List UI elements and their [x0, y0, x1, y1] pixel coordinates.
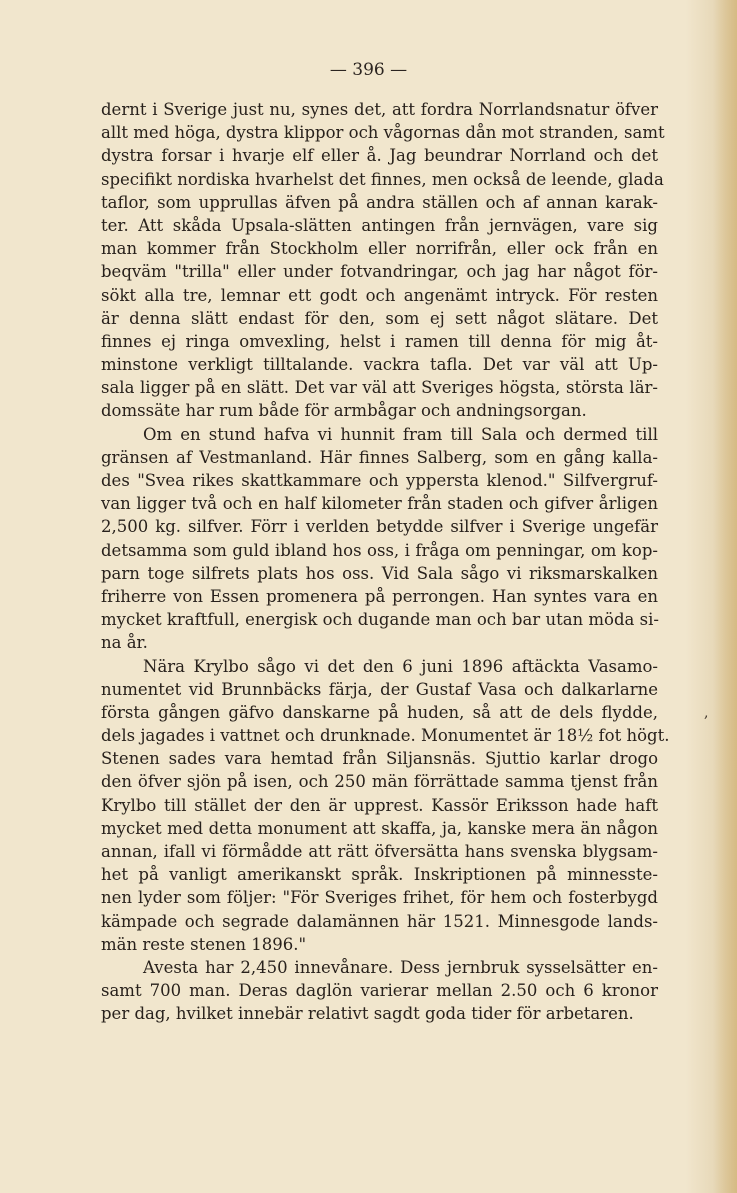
text-line: gränsen af Vestmanland. Här finnes Salberg, som en gång kalla- — [101, 447, 658, 467]
text-line: Stenen sades vara hemtad från Siljansnäs. Sjuttio karlar drogo — [101, 749, 658, 769]
text-line: Krylbo till stället der den är upprest. Kassör Eriksson hade haft — [101, 795, 658, 815]
text-line: man kommer från Stockholm eller norrifrån, eller ock från en — [101, 239, 658, 259]
page-number: — 396 — — [329, 60, 408, 80]
page-edge-shading — [713, 0, 737, 1193]
text-line: finnes ej ringa omvexling, helst i ramen till denna för mig åt- — [101, 331, 658, 351]
text-line: är denna slätt endast för den, som ej sett något slätare. Det — [101, 308, 658, 328]
text-line: sala ligger på en slätt. Det var väl att Sveriges högsta, största lär- — [101, 378, 658, 398]
text-line: specifikt nordiska hvarhelst det finnes, men också de leende, glada — [101, 169, 664, 189]
text-line: parn toge silfrets plats hos oss. Vid Sala sågo vi riksmarskalken — [101, 563, 658, 583]
text-line: taflor, som upprullas äfven på andra ställen och af annan karak- — [101, 192, 658, 212]
margin-mark: , — [704, 705, 709, 721]
text-line: friherre von Essen promenera på perrongen. Han syntes vara en — [101, 586, 658, 606]
text-line: van ligger två och en half kilometer från staden och gifver årligen — [101, 494, 658, 514]
text-line: detsamma som guld ibland hos oss, i fråga om penningar, om kop- — [101, 540, 658, 560]
text-line: het på vanligt amerikanskt språk. Inskriptionen på minnesste- — [101, 865, 658, 885]
text-line: den öfver sjön på isen, och 250 män förrättade samma tjenst från — [101, 772, 658, 792]
text-line: per dag, hvilket innebär relativt sagdt goda tider för arbetaren. — [101, 1004, 634, 1024]
text-line: Nära Krylbo sågo vi det den 6 juni 1896 aftäckta Vasamo- — [143, 656, 658, 676]
text-line: män reste stenen 1896." — [101, 934, 307, 954]
text-line: des "Svea rikes skattkammare och yppersta klenod." Silfvergruf- — [101, 471, 658, 490]
text-line: na år. — [101, 633, 148, 653]
text-line: dernt i Sverige just nu, synes det, att fordra Norrlandsnatur öfver — [101, 100, 658, 119]
text-line: sökt alla tre, lemnar ett godt och angenämt intryck. För resten — [101, 285, 658, 305]
text-line: Om en stund hafva vi hunnit fram till Sala och dermed till — [143, 424, 658, 444]
text-line: 2,500 kg. silfver. Förr i verlden betydde silfver i Sverige ungefär — [101, 517, 658, 537]
text-line: domssäte har rum både för armbågar och andningsorgan. — [101, 401, 587, 421]
text-line: nen lyder som följer: "För Sveriges frihet, för hem och fosterbygd — [101, 888, 658, 908]
body-text — [101, 98, 670, 1026]
text-line: första gången gäfvo danskarne på huden, så att de dels flydde, — [101, 702, 658, 722]
text-line: ter. Att skåda Upsala-slätten antingen från jernvägen, vare sig — [101, 215, 658, 235]
text-line: allt med höga, dystra klippor och vågornas dån mot stranden, samt — [101, 123, 665, 143]
text-line: samt 700 man. Deras daglön varierar mellan 2.50 och 6 kronor — [101, 981, 658, 1001]
text-line: minstone verkligt tilltalande. vackra tafla. Det var väl att Up- — [101, 355, 658, 375]
text-line: mycket kraftfull, energisk och dugande man och bar utan möda si- — [101, 610, 659, 630]
text-line: mycket med detta monument att skaffa, ja, kanske mera än någon — [101, 818, 658, 838]
text-line: annan, ifall vi förmådde att rätt öfversätta hans svenska blygsam- — [101, 842, 658, 861]
text-line: dystra forsar i hvarje elf eller å. Jag beundrar Norrland och det — [101, 146, 658, 166]
text-line: numentet vid Brunnbäcks färja, der Gustaf Vasa och dalkarlarne — [101, 679, 658, 699]
text-line: kämpade och segrade dalamännen här 1521. Minnesgode lands- — [101, 911, 658, 931]
text-line: beqväm "trilla" eller under fotvandringar, och jag har något för- — [101, 262, 658, 282]
text-line: dels jagades i vattnet och drunknade. Monumentet är 18½ fot högt. — [101, 726, 670, 746]
text-line: Avesta har 2,450 innevånare. Dess jernbruk sysselsätter en- — [143, 957, 658, 977]
